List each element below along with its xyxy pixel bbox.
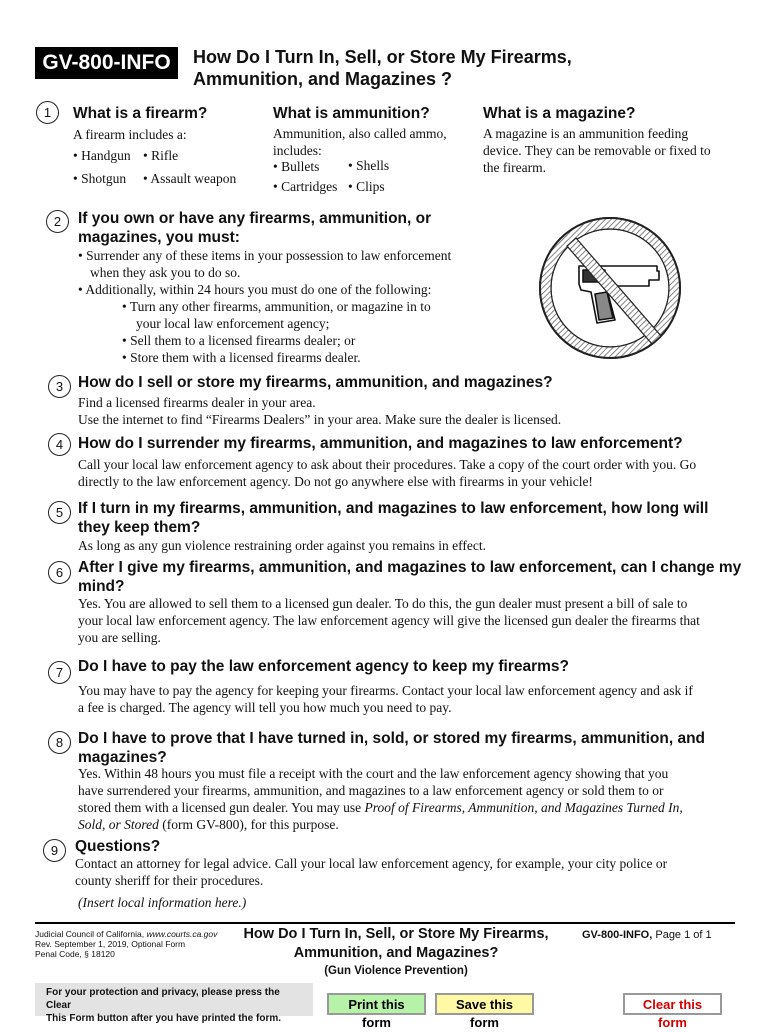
firearm-intro: A firearm includes a: <box>73 127 187 142</box>
section-8-heading: Do I have to prove that I have turned in, sold, or stored my firearms, ammunition, and magazines? <box>78 730 706 766</box>
section-3-heading: How do I sell or store my firearms, ammunition, and magazines? <box>78 374 553 391</box>
privacy-notice: For your protection and privacy, please press the Clear This Form button after you have printed the form. <box>35 983 313 1016</box>
page-title-line-2: Ammunition, and Magazines ? <box>193 69 453 89</box>
list-item: • Shells <box>348 158 390 173</box>
section-number-8: 8 <box>48 731 71 754</box>
section-9-heading: Questions? <box>75 838 161 855</box>
firearm-heading: What is a firearm? <box>73 105 208 122</box>
list-item: • Bullets <box>273 159 320 174</box>
section-3-text: Find a licensed firearms dealer in your area. Use the internet to find “Firearms Dealers” in your area. Make sure the dealer is licensed. <box>78 395 562 427</box>
ammunition-heading: What is ammunition? <box>273 105 430 122</box>
section-5-heading: If I turn in my firearms, ammunition, and magazines to law enforcement, how long will they keep them? <box>78 500 709 536</box>
section-number-9: 9 <box>43 839 66 862</box>
form-code-badge: GV-800-INFO <box>35 47 178 79</box>
list-item: • Clips <box>348 179 385 194</box>
section-9-text: Contact an attorney for legal advice. Call your local law enforcement agency, for example, your city police or county sheriff for their procedures. <box>75 856 668 888</box>
section-7-heading: Do I have to pay the law enforcement agency to keep my firearms? <box>78 658 569 675</box>
section-number-3: 3 <box>48 375 71 398</box>
page-title-line-1: How Do I Turn In, Sell, or Store My Firearms, <box>193 47 572 67</box>
footer-title: How Do I Turn In, Sell, or Store My Firearms, Ammunition, and Magazines? (Gun Violence Prevention) <box>243 926 549 977</box>
section-4-heading: How do I surrender my firearms, ammunition, and magazines to law enforcement? <box>78 435 683 452</box>
magazine-definition: A magazine is an ammunition feeding device. They can be removable or fixed to the firearm. <box>483 126 711 175</box>
section-number-4: 4 <box>48 433 71 456</box>
ammunition-definition: Ammunition, also called ammo, includes: <box>273 126 447 158</box>
section-number-7: 7 <box>48 661 71 684</box>
local-information-field[interactable]: (Insert local information here.) <box>78 895 247 910</box>
section-5-text: As long as any gun violence restraining order against you remains in effect. <box>78 538 487 553</box>
list-item: • Assault weapon <box>143 171 237 186</box>
section-2-heading: If you own or have any firearms, ammunition, or magazines, you must: <box>78 210 432 246</box>
footer-divider <box>35 922 735 924</box>
no-firearms-icon <box>535 210 685 365</box>
footer-page-info: GV-800-INFO, Page 1 of 1 <box>582 929 712 941</box>
list-item: • Shotgun <box>73 171 127 186</box>
section-4-text: Call your local law enforcement agency to ask about their procedures. Take a copy of the court order with you. Go directly to the law enforcement agency. Do not go anywhere else with firearms in your vehicle! <box>78 457 697 489</box>
section-8-text: Yes. Within 48 hours you must file a receipt with the court and the law enforcement agency showing that you have surrendered your firearms, ammunition, and magazines to a law enforcement agency or sold them to or stored them with a licensed gun dealer. You may use Proof of Firearms, Ammunition, and Magazines Turned In, Sold, or Stored (form GV-800), for this purpose. <box>78 766 683 832</box>
list-item: • Handgun <box>73 148 131 163</box>
form-title-reference: Proof of Firearms, Ammunition, and Magazines Turned In, <box>364 800 683 815</box>
section-number-2: 2 <box>46 210 69 233</box>
print-form-button[interactable]: Print this form <box>327 993 426 1015</box>
section-number-5: 5 <box>48 501 71 524</box>
section-6-text: Yes. You are allowed to sell them to a licensed gun dealer. To do this, the gun dealer must present a bill of sale to your local law enforcement agency. The law enforcement agency will give the licensed gun dealer the firearms that you are selling. <box>78 596 700 645</box>
section-6-heading: After I give my firearms, ammunition, and magazines to law enforcement, can I change my mind? <box>78 559 742 595</box>
footer-source: Judicial Council of California, www.courts.ca.gov Rev. September 1, 2019, Optional Form Penal Code, § 18120 <box>35 929 218 959</box>
list-item: • Cartridges <box>273 179 338 194</box>
save-form-button[interactable]: Save this form <box>435 993 534 1015</box>
section-number-1: 1 <box>36 101 59 124</box>
clear-form-button[interactable]: Clear this form <box>623 993 722 1015</box>
list-item: • Rifle <box>143 148 179 163</box>
section-number-6: 6 <box>48 561 71 584</box>
magazine-heading: What is a magazine? <box>483 105 636 122</box>
section-7-text: You may have to pay the agency for keeping your firearms. Contact your local law enforcement agency and ask if a fee is charged. The agency will tell you how much you need to pay. <box>78 683 693 715</box>
section-2-text: • Surrender any of these items in your possession to law enforcement when they ask you to do so. • Additionally, within 24 hours you must do one of the following: • Turn any other firearms, ammunition, or magazine in to your local law enforcement agency; • Sell them to a licensed firearms dealer; or • Store them with a licensed firearms dealer. <box>78 248 452 365</box>
